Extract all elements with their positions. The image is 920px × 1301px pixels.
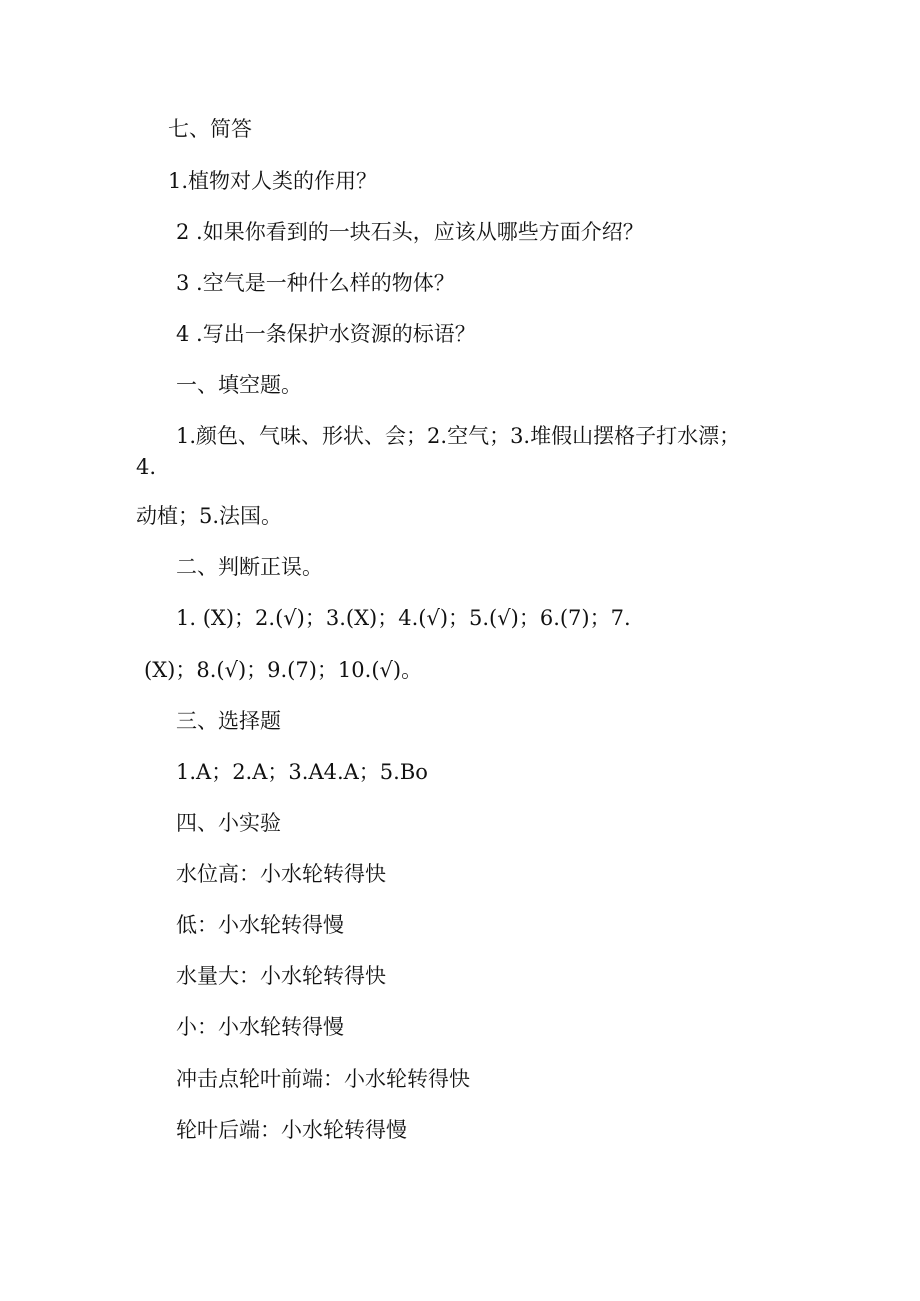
experiment-item: 低：小水轮转得慢 — [176, 913, 344, 937]
fill-answer-line-2: 4. — [136, 455, 157, 479]
fill-answer-line-1: 1.颜色、气味、形状、会；2.空气；3.堆假山摆格子打水漂； — [176, 424, 741, 448]
section-heading-true-false: 二、判断正误。 — [176, 555, 323, 579]
experiment-item: 水位高：小水轮转得快 — [176, 862, 386, 886]
question-2: 2 .如果你看到的一块石头，应该从哪些方面介绍？ — [176, 220, 644, 244]
experiment-item: 水量大：小水轮转得快 — [176, 964, 386, 988]
experiment-item: 冲击点轮叶前端：小水轮转得快 — [176, 1067, 470, 1091]
question-3: 3 .空气是一种什么样的物体？ — [176, 271, 455, 295]
experiment-item: 小：小水轮转得慢 — [176, 1015, 344, 1039]
experiment-item: 轮叶后端：小水轮转得慢 — [176, 1118, 407, 1142]
judge-answer-line-2: (X)；8.(√)；9.(7)；10.(√)。 — [144, 658, 423, 682]
section-heading-short-answer: 七、简答 — [168, 117, 252, 141]
section-heading-fill-blank: 一、填空题。 — [176, 373, 302, 397]
fill-answer-line-3: 动植；5.法国。 — [136, 504, 283, 528]
judge-answer-line-1: 1. (X)；2.(√)；3.(X)；4.(√)；5.(√)；6.(7)；7. — [176, 606, 631, 630]
question-1: 1.植物对人类的作用？ — [168, 169, 378, 193]
choice-answer-line-1: 1.A；2.A；3.A4.A；5.Bo — [176, 760, 428, 784]
question-4: 4 .写出一条保护水资源的标语？ — [176, 322, 476, 346]
section-heading-multiple-choice: 三、选择题 — [176, 709, 281, 733]
section-heading-experiment: 四、小实验 — [176, 811, 281, 835]
